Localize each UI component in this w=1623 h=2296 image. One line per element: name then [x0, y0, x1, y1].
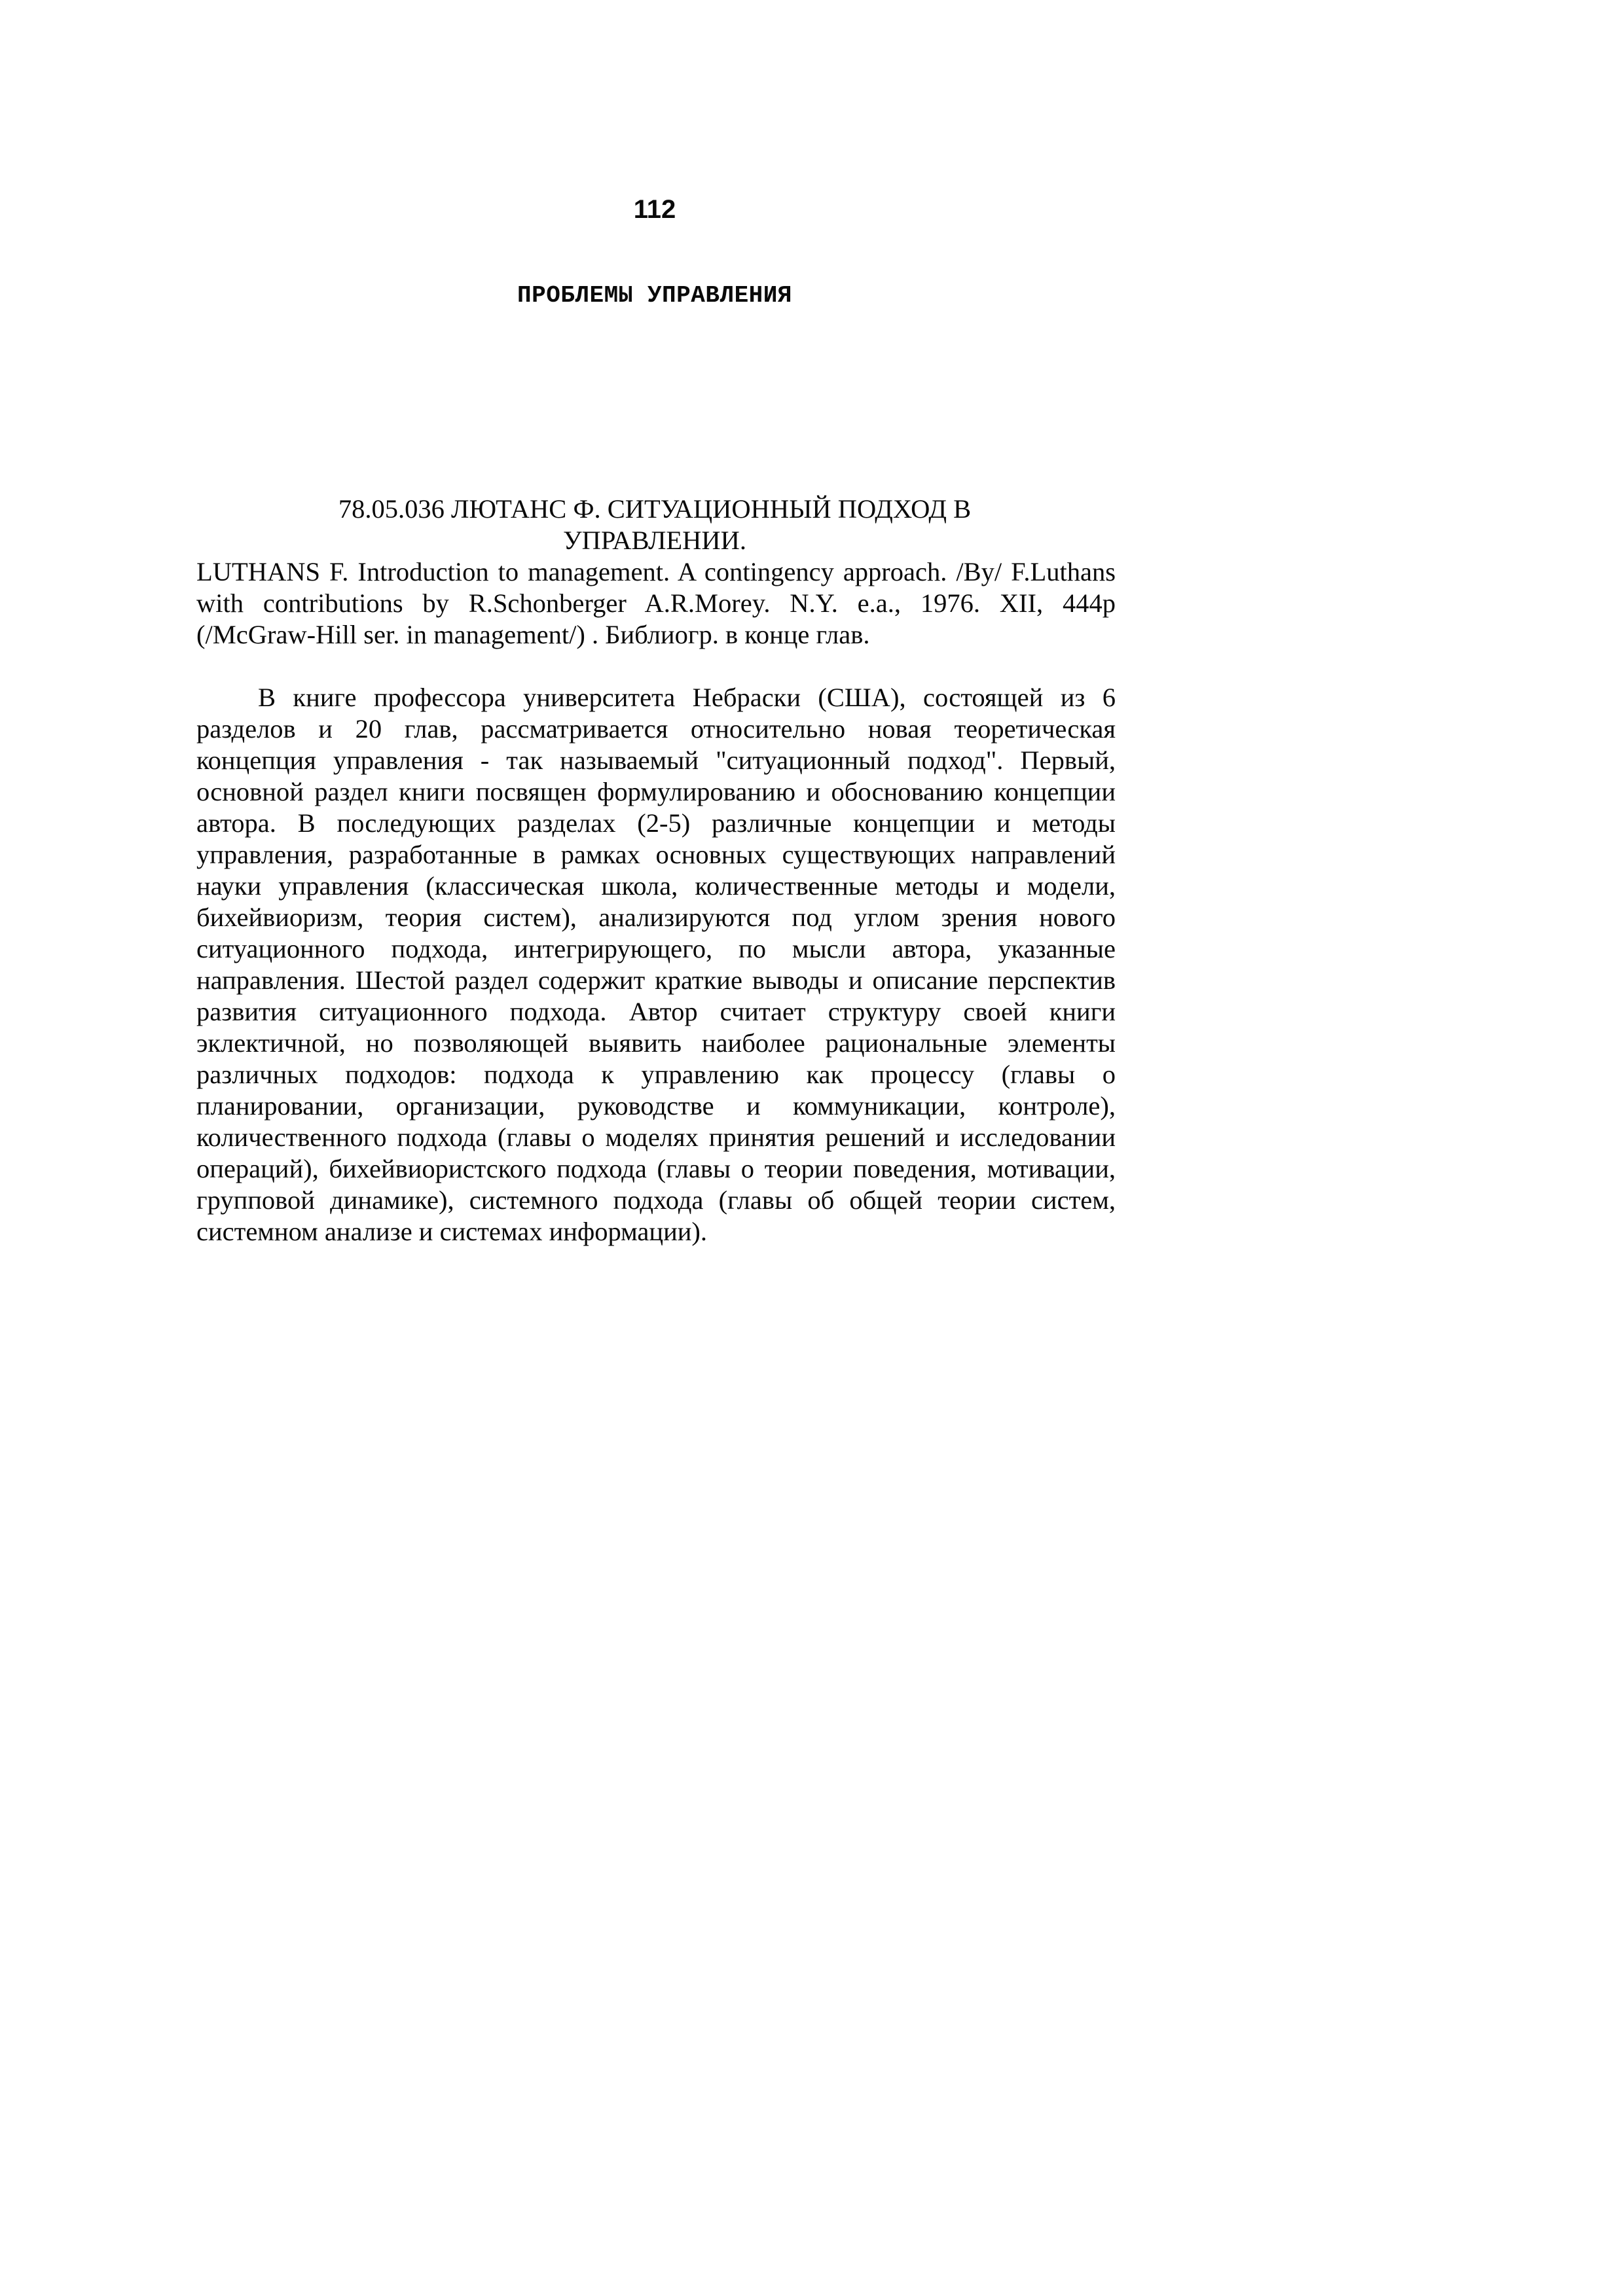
bibliographic-entry — [196, 493, 1116, 1247]
entry-citation: LUTHANS F. Introduction to management. A contingency approach. /By/ F.Luthans with contributions by R.Schonberger A.R.Morey. N.Y. e.a., 1976. XII, 444p (/McGraw-Hill ser. in management/) . Библиогр. в конце глав. — [196, 557, 1116, 649]
section-header: ПРОБЛЕМЫ УПРАВЛЕНИЯ — [517, 282, 792, 309]
page-number: 112 — [633, 195, 676, 224]
entry-title: 78.05.036 ЛЮТАНС Ф. СИТУАЦИОННЫЙ ПОДХОД В УПРАВЛЕНИИ. — [338, 494, 972, 555]
entry-abstract: В книге профессора университета Небраски (США), состоящей из 6 разделов и 20 глав, рассматривается относительно новая теоретическая концепция управления - так называемый "ситуационный подход". Первый, основной раздел книги посвящен формулированию и обоснованию концепции автора. В последующих разделах (2-5) различные концепции и методы управления, разработанные в рамках основных существующих направлений науки управления (классическая школа, количественные методы и модели, бихейвиоризм, теория систем), анализируются под углом зрения нового ситуационного подхода, интегрирующего, по мысли автора, указанные направления. Шестой раздел содержит краткие выводы и описание перспектив развития ситуационного подхода. Автор считает структуру своей книги эклектичной, но позволяющей выявить наиболее рациональные элементы различных подходов: подхода к управлению как процессу (главы о планировании, организации, руководстве и коммуникации, контроле), количественного подхода (главы о моделях принятия решений и исследовании операций), бихейвиористского подхода (главы о теории поведения, мотивации, групповой динамике), системного подхода (главы об общей теории систем, системном анализе и системах информации). — [196, 683, 1116, 1246]
